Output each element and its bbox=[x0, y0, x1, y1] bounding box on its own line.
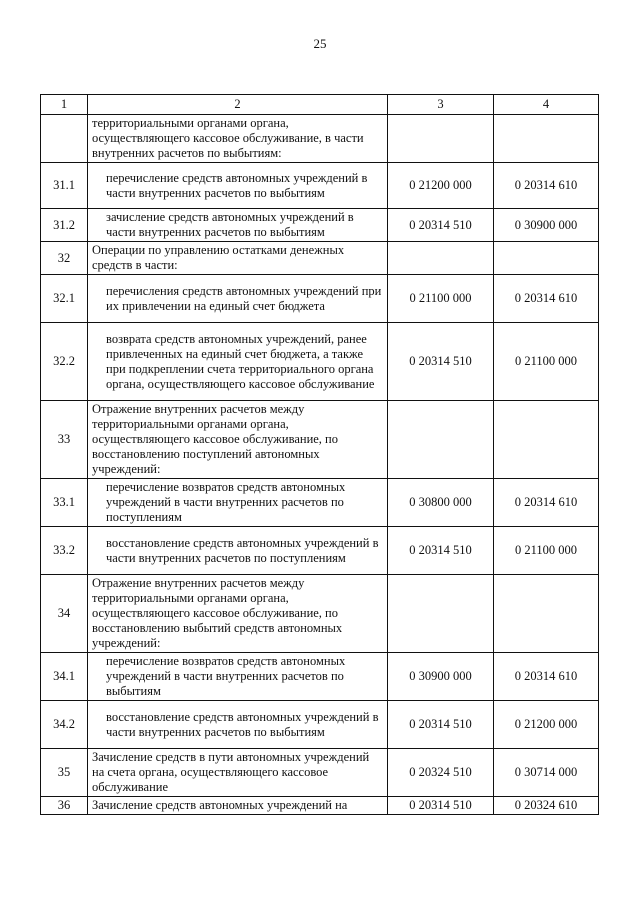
column-header-3: 3 bbox=[388, 95, 494, 115]
table-row bbox=[41, 797, 599, 815]
column-header-1: 1 bbox=[41, 95, 88, 115]
table-row bbox=[41, 163, 599, 209]
row-description: перечисление средств автономных учреждений в части внутренних расчетов по выбытиям bbox=[88, 163, 388, 209]
table-row bbox=[41, 115, 599, 163]
debit-code: 0 20314 510 bbox=[388, 323, 494, 401]
credit-code bbox=[494, 575, 599, 653]
credit-code: 0 20314 610 bbox=[494, 479, 599, 527]
credit-code: 0 20314 610 bbox=[494, 653, 599, 701]
table-row bbox=[41, 401, 599, 479]
row-number: 35 bbox=[41, 749, 88, 797]
row-description: восстановление средств автономных учреждений в части внутренних расчетов по поступлениям bbox=[88, 527, 388, 575]
debit-code bbox=[388, 242, 494, 275]
row-description: Отражение внутренних расчетов между территориальными органами органа, осуществляющего кассовое обслуживание, по восстановлению поступлений автономных учреждений: bbox=[88, 401, 388, 479]
row-number: 32 bbox=[41, 242, 88, 275]
credit-code: 0 20314 610 bbox=[494, 275, 599, 323]
credit-code bbox=[494, 242, 599, 275]
row-description: Зачисление средств автономных учреждений на bbox=[88, 797, 388, 815]
row-number: 33.2 bbox=[41, 527, 88, 575]
row-description: восстановление средств автономных учреждений в части внутренних расчетов по выбытиям bbox=[88, 701, 388, 749]
row-description: перечисления средств автономных учреждений при их привлечении на единый счет бюджета bbox=[88, 275, 388, 323]
table-row bbox=[41, 749, 599, 797]
table-row bbox=[41, 209, 599, 242]
credit-code: 0 21100 000 bbox=[494, 527, 599, 575]
debit-code bbox=[388, 401, 494, 479]
column-header-4: 4 bbox=[494, 95, 599, 115]
credit-code bbox=[494, 401, 599, 479]
row-number bbox=[41, 115, 88, 163]
debit-code: 0 21200 000 bbox=[388, 163, 494, 209]
row-number: 31.2 bbox=[41, 209, 88, 242]
debit-code bbox=[388, 115, 494, 163]
debit-code: 0 21100 000 bbox=[388, 275, 494, 323]
table-row bbox=[41, 653, 599, 701]
debit-code: 0 20324 510 bbox=[388, 749, 494, 797]
table-row bbox=[41, 479, 599, 527]
row-description: Отражение внутренних расчетов между территориальными органами органа, осуществляющего кассовое обслуживание, по восстановлению выбытий средств автономных учреждений: bbox=[88, 575, 388, 653]
credit-code: 0 30900 000 bbox=[494, 209, 599, 242]
row-description: Операции по управлению остатками денежных средств в части: bbox=[88, 242, 388, 275]
credit-code: 0 20324 610 bbox=[494, 797, 599, 815]
credit-code bbox=[494, 115, 599, 163]
row-number: 34.2 bbox=[41, 701, 88, 749]
row-number: 31.1 bbox=[41, 163, 88, 209]
row-description: возврата средств автономных учреждений, ранее привлеченных на единый счет бюджета, а также при подкреплении счета территориального органа органа, осуществляющего кассовое обслуживание bbox=[88, 323, 388, 401]
credit-code: 0 21100 000 bbox=[494, 323, 599, 401]
credit-code: 0 20314 610 bbox=[494, 163, 599, 209]
row-description: перечисление возвратов средств автономных учреждений в части внутренних расчетов по поступлениям bbox=[88, 479, 388, 527]
row-number: 36 bbox=[41, 797, 88, 815]
row-description: территориальными органами органа, осуществляющего кассовое обслуживание, в части внутренних расчетов по выбытиям: bbox=[88, 115, 388, 163]
column-header-2: 2 bbox=[88, 95, 388, 115]
row-description: зачисление средств автономных учреждений в части внутренних расчетов по выбытиям bbox=[88, 209, 388, 242]
row-number: 32.2 bbox=[41, 323, 88, 401]
row-number: 33.1 bbox=[41, 479, 88, 527]
row-description: перечисление возвратов средств автономных учреждений в части внутренних расчетов по выбытиям bbox=[88, 653, 388, 701]
table-header-row bbox=[41, 95, 599, 115]
debit-code: 0 20314 510 bbox=[388, 797, 494, 815]
debit-code: 0 20314 510 bbox=[388, 701, 494, 749]
table-row bbox=[41, 323, 599, 401]
table-row bbox=[41, 575, 599, 653]
debit-code: 0 20314 510 bbox=[388, 527, 494, 575]
table-row bbox=[41, 527, 599, 575]
table-body bbox=[41, 115, 599, 815]
row-number: 34 bbox=[41, 575, 88, 653]
row-number: 32.1 bbox=[41, 275, 88, 323]
table-row bbox=[41, 701, 599, 749]
accounting-table bbox=[40, 94, 599, 815]
table-row bbox=[41, 275, 599, 323]
row-description: Зачисление средств в пути автономных учреждений на счета органа, осуществляющего кассовое обслуживание bbox=[88, 749, 388, 797]
row-number: 33 bbox=[41, 401, 88, 479]
debit-code bbox=[388, 575, 494, 653]
debit-code: 0 20314 510 bbox=[388, 209, 494, 242]
debit-code: 0 30900 000 bbox=[388, 653, 494, 701]
table-row bbox=[41, 242, 599, 275]
row-number: 34.1 bbox=[41, 653, 88, 701]
page-number: 25 bbox=[313, 36, 327, 51]
debit-code: 0 30800 000 bbox=[388, 479, 494, 527]
credit-code: 0 30714 000 bbox=[494, 749, 599, 797]
credit-code: 0 21200 000 bbox=[494, 701, 599, 749]
